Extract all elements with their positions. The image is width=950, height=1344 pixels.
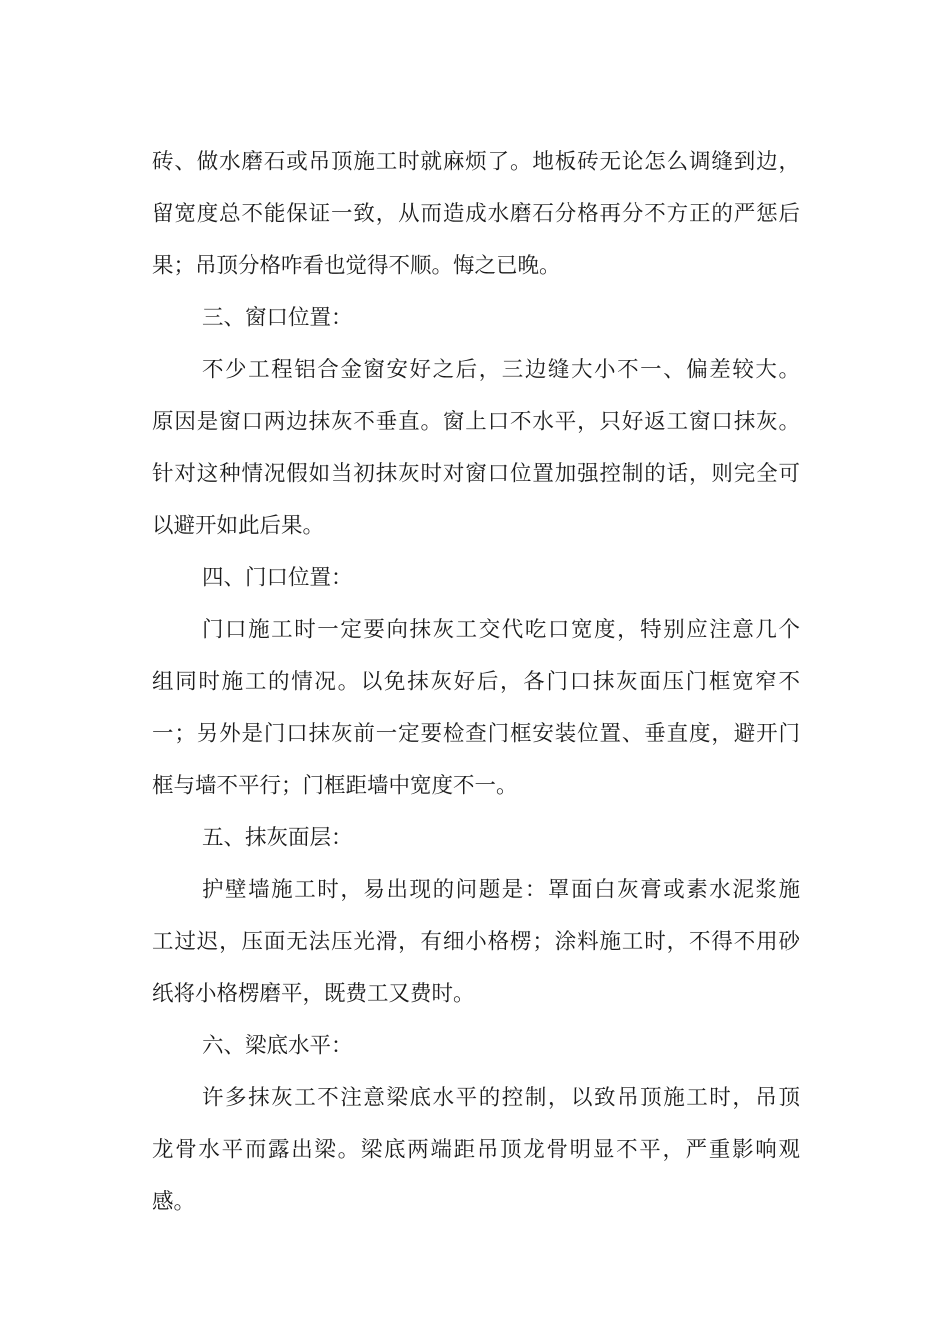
section-heading: 六、梁底水平：: [202, 1033, 353, 1059]
paragraph-line: 留宽度总不能保证一致，从而造成水磨石分格再分不方正的严惩后: [152, 201, 800, 227]
paragraph-line: 龙骨水平而露出梁。梁底两端距吊顶龙骨明显不平，严重影响观: [152, 1137, 800, 1163]
paragraph-line: 以避开如此后果。: [152, 513, 325, 539]
paragraph-line: 组同时施工的情况。以免抹灰好后，各门口抹灰面压门框宽窄不: [152, 669, 800, 695]
paragraph-line: 许多抹灰工不注意梁底水平的控制，以致吊顶施工时，吊顶: [202, 1085, 800, 1111]
paragraph-line: 框与墙不平行；门框距墙中宽度不一。: [152, 773, 518, 799]
paragraph-line: 感。: [152, 1189, 196, 1215]
section-heading: 五、抹灰面层：: [202, 825, 353, 851]
paragraph-line: 砖、做水磨石或吊顶施工时就麻烦了。地板砖无论怎么调缝到边，: [152, 149, 800, 175]
paragraph-line: 门口施工时一定要向抹灰工交代吃口宽度，特别应注意几个: [202, 617, 800, 643]
paragraph-line: 护壁墙施工时，易出现的问题是：罩面白灰膏或素水泥浆施: [202, 877, 800, 903]
paragraph-line: 针对这种情况假如当初抹灰时对窗口位置加强控制的话，则完全可: [152, 461, 800, 487]
paragraph-line: 不少工程铝合金窗安好之后，三边缝大小不一、偏差较大。: [202, 357, 800, 383]
paragraph-line: 果；吊顶分格咋看也觉得不顺。悔之已晚。: [152, 253, 561, 279]
paragraph-line: 一；另外是门口抹灰前一定要检查门框安装位置、垂直度，避开门: [152, 721, 800, 747]
paragraph-line: 工过迟，压面无法压光滑，有细小格楞；涂料施工时，不得不用砂: [152, 929, 800, 955]
paragraph-line: 纸将小格楞磨平，既费工又费时。: [152, 981, 475, 1007]
section-heading: 三、窗口位置：: [202, 305, 353, 331]
section-heading: 四、门口位置：: [202, 565, 353, 591]
paragraph-line: 原因是窗口两边抹灰不垂直。窗上口不水平，只好返工窗口抹灰。: [152, 409, 800, 435]
